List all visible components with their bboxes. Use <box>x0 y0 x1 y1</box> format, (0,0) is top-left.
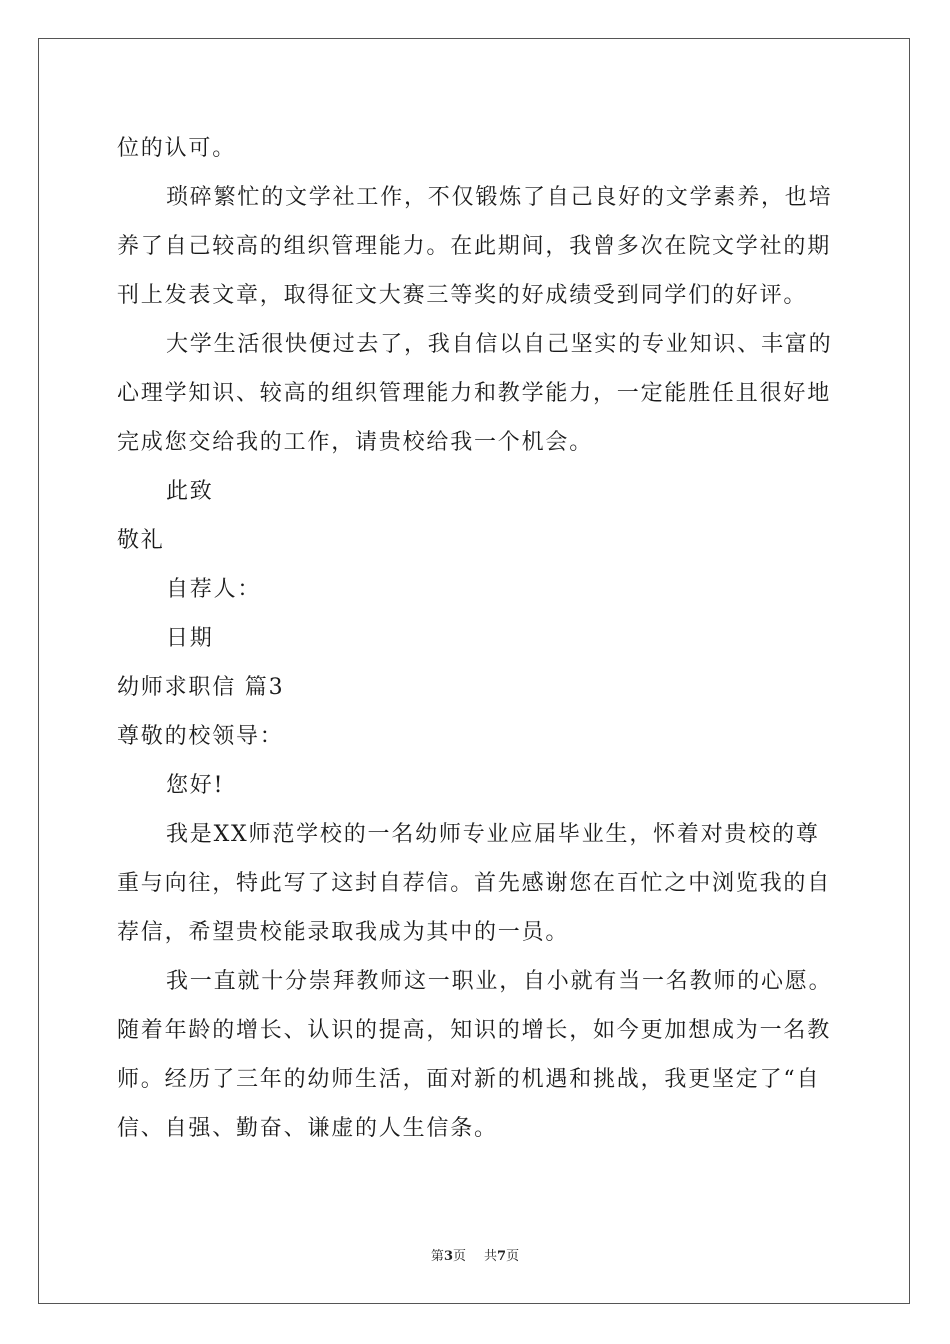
current-page-number: 3 <box>443 1249 453 1264</box>
total-suffix: 页 <box>506 1249 520 1264</box>
text-line: 信、自强、勤奋、谦虚的人生信条。 <box>117 1116 498 1141</box>
total-prefix: 共 <box>484 1249 498 1264</box>
text-line: 刊上发表文章，取得征文大赛三等奖的好成绩受到同学们的好评。 <box>117 283 808 308</box>
text-line: 随着年龄的增长、认识的提高，知识的增长，如今更加想成为一名教 <box>117 1018 832 1043</box>
greeting: 您好! <box>166 773 225 798</box>
closing-regards: 敬礼 <box>117 528 165 553</box>
page-prefix: 第 <box>430 1249 444 1264</box>
paragraph-start: 大学生活很快便过去了，我自信以自己坚实的专业知识、丰富的 <box>166 332 833 357</box>
text-line: 完成您交给我的工作，请贵校给我一个机会。 <box>117 430 594 455</box>
page-footer <box>0 1248 950 1266</box>
text-line: 荐信，希望贵校能录取我成为其中的一员。 <box>117 920 570 945</box>
total-page-count: 7 <box>497 1249 507 1264</box>
section-heading: 幼师求职信 篇3 <box>117 675 285 700</box>
paragraph-start: 琐碎繁忙的文学社工作，不仅锻炼了自己良好的文学素养，也培 <box>166 185 833 210</box>
text-line: 师。经历了三年的幼师生活，面对新的机遇和挑战，我更坚定了“自 <box>117 1067 821 1092</box>
closing-salutation: 此致 <box>166 479 214 504</box>
paragraph-start: 我是XX师范学校的一名幼师专业应届毕业生，怀着对贵校的尊 <box>166 822 820 847</box>
date-label: 日期 <box>166 626 214 651</box>
text-line: 重与向往，特此写了这封自荐信。首先感谢您在百忙之中浏览我的自 <box>117 871 832 896</box>
document-body <box>117 124 837 1153</box>
signature-label: 自荐人： <box>166 577 262 602</box>
text-line: 养了自己较高的组织管理能力。在此期间，我曾多次在院文学社的期 <box>117 234 832 259</box>
page-suffix: 页 <box>452 1249 466 1264</box>
text-line: 心理学知识、较高的组织管理能力和教学能力，一定能胜任且很好地 <box>117 381 832 406</box>
paragraph-start: 我一直就十分崇拜教师这一职业，自小就有当一名教师的心愿。 <box>166 969 833 994</box>
text-line: 位的认可。 <box>117 136 237 161</box>
greeting-recipient: 尊敬的校领导： <box>117 724 284 749</box>
